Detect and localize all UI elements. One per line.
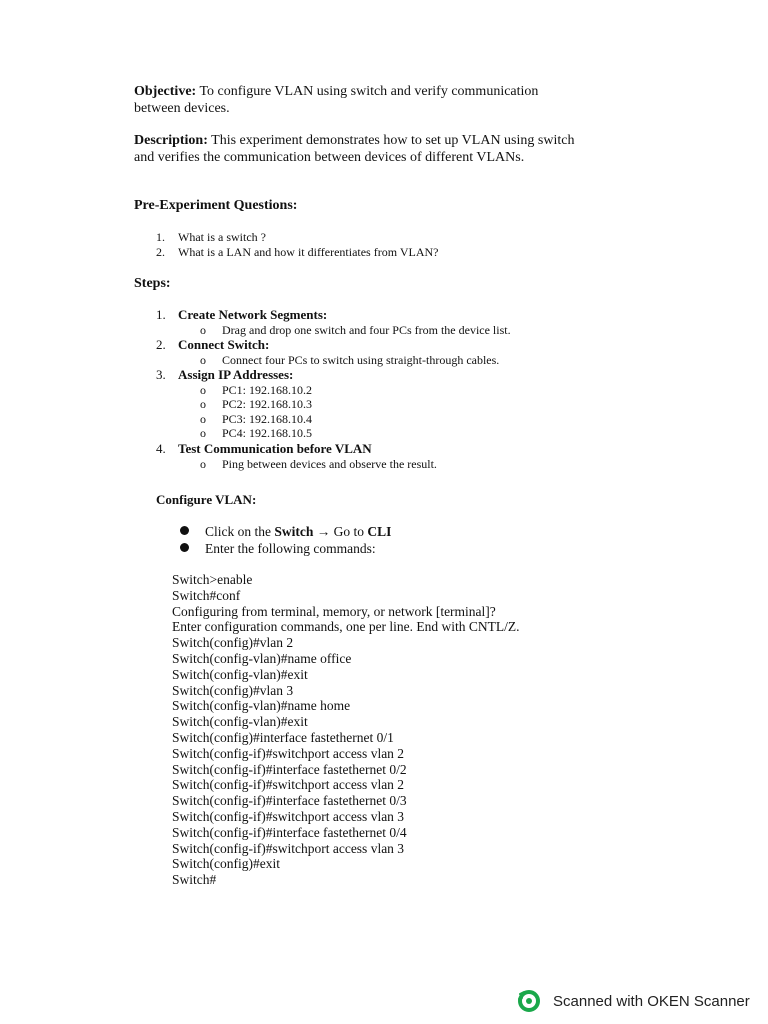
command-line: Switch(config-if)#interface fastethernet 0/2 [172,761,407,777]
steps-list [156,307,511,471]
command-line: Switch#conf [172,587,241,603]
objective-label: Objective: [134,84,197,99]
command-line: Switch(config-vlan)#name home [172,698,351,714]
command-line: Switch(config)#exit [172,856,280,872]
objective-text: To configure VLAN using switch and verify communication between devices. [134,84,539,116]
command-line: Enter configuration commands, one per line. End with CNTL/Z. [172,619,520,635]
command-line: Configuring from terminal, memory, or network [terminal]? [172,603,496,619]
step-sub-item: o PC4: 192.168.10.5 [200,426,313,441]
step-sub-item: o Connect four PCs to switch using straight-through cables. [200,352,500,367]
command-line: Switch(config-if)#interface fastethernet 0/3 [172,793,407,809]
watermark-text: Scanned with OKEN Scanner [553,992,750,1010]
command-line: Switch(config-if)#switchport access vlan 2 [172,777,405,793]
bullet-item: Click on the Switch → Go to CLI [180,523,391,540]
pre-questions-heading: Pre-Experiment Questions: [134,198,298,213]
command-line: Switch(config-if)#switchport access vlan 3 [172,840,405,856]
command-line: Switch(config-if)#switchport access vlan 3 [172,808,405,824]
step-item: 2. Connect Switch: [156,337,270,353]
command-line: Switch(config-vlan)#exit [172,666,308,682]
steps-heading: Steps: [134,276,171,291]
command-line: Switch# [172,872,217,888]
description-text: This experiment demonstrates how to set up VLAN using switch and verifies the communication between devices of different VLANs. [134,133,575,165]
step-sub-item: o Drag and drop one switch and four PCs from the device list. [200,322,511,337]
command-line: Switch(config-vlan)#exit [172,714,308,730]
scanner-watermark [517,990,750,1012]
step-sub-item: o Ping between devices and observe the result. [200,456,437,471]
step-item: 4. Test Communication before VLAN [156,441,372,457]
pre-questions-list [156,230,438,260]
question-item: 1. What is a switch ? [156,230,266,244]
step-item: 1. Create Network Segments: [156,307,328,322]
step-item: 3. Assign IP Addresses: [156,367,294,383]
command-line: Switch(config-if)#interface fastethernet 0/4 [172,824,407,840]
description-paragraph [134,133,584,166]
command-line: Switch(config-if)#switchport access vlan 2 [172,745,405,761]
cli-commands [172,572,520,888]
step-sub-item: o PC2: 192.168.10.3 [200,397,313,412]
description-label: Description: [134,133,208,148]
bullet-dot-icon [180,543,189,552]
command-line: Switch(config)#vlan 3 [172,682,294,698]
bullet-dot-icon [180,526,189,535]
step-sub-item: o PC1: 192.168.10.2 [200,382,313,397]
step-sub-item: o PC3: 192.168.10.4 [200,411,313,426]
bullet-item: Enter the following commands: [180,540,376,557]
configure-vlan-heading: Configure VLAN: [156,492,257,507]
command-line: Switch(config)#interface fastethernet 0/1 [172,729,394,745]
command-line: Switch(config)#vlan 2 [172,635,294,651]
command-line: Switch>enable [172,572,253,587]
question-item: 2. What is a LAN and how it differentiates from VLAN? [156,245,439,259]
objective-paragraph [134,84,584,117]
oken-scanner-logo-icon [517,990,541,1012]
command-line: Switch(config-vlan)#name office [172,650,352,666]
